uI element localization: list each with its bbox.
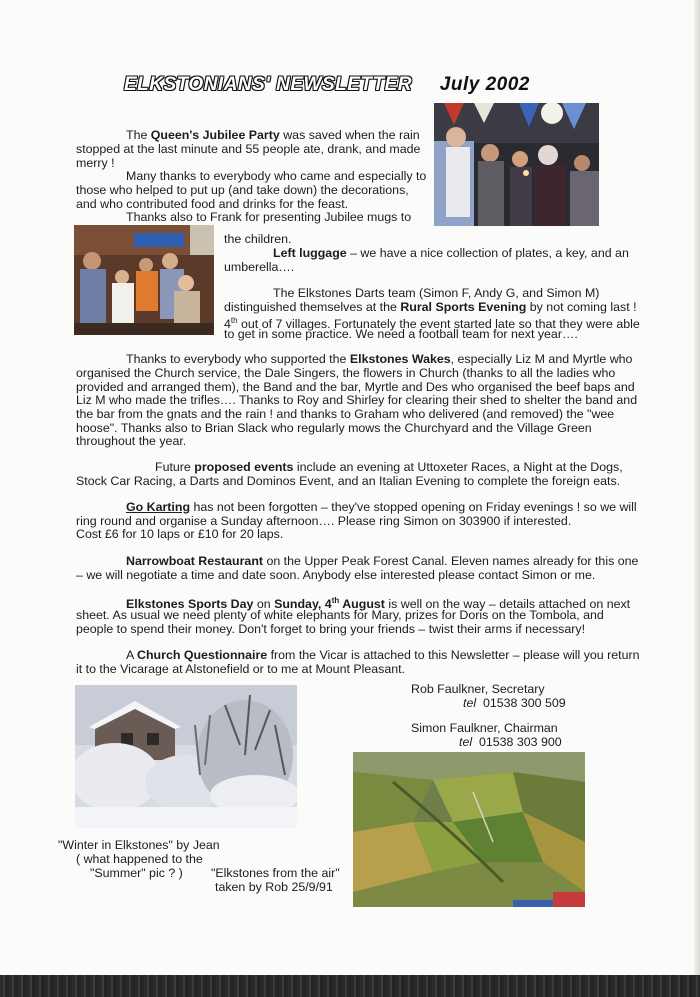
winter-caption-3: "Summer" pic ? ) bbox=[90, 866, 183, 880]
darts-line-1: The Elkstones Darts team (Simon F, Andy G, and Simon M) bbox=[273, 286, 600, 300]
jubilee-thanks-5: the children. bbox=[224, 232, 292, 246]
jubilee-line-2: stopped at the last minute and 55 people ate, drank, and made bbox=[76, 142, 421, 156]
winter-caption-2: ( what happened to the bbox=[76, 852, 203, 866]
chairman-tel: tel 01538 303 900 bbox=[459, 735, 562, 749]
sports-line-2: sheet. As usual we need plenty of white elephants for Mary, prizes for Doris on the Tombola, and bbox=[76, 608, 604, 622]
events-line-2: Stock Car Racing, a Darts and Dominos Event, and an Italian Evening to complete the foreign eats. bbox=[76, 474, 621, 488]
wakes-line-6: hoose". Thanks also to Brian Slack who regularly mows the Churchyard and the Village Green bbox=[76, 421, 592, 435]
darts-line-3: 4th out of 7 villages. Fortunately the event started late so that they were able bbox=[224, 316, 640, 332]
newsletter-header bbox=[124, 74, 530, 96]
newsletter-title: ELKSTONIANS' NEWSLETTER bbox=[124, 74, 413, 95]
wakes-line-5: the bar from the gnats and the rain ! and thanks to Graham who delivered (and removed) the "wee bbox=[76, 407, 615, 421]
wakes-line-2: organised the Church service, the Dale Singers, the flowers in Church (thanks to all the ladies who bbox=[76, 366, 616, 380]
darts-line-2: distinguished themselves at the Rural Sports Evening by not coming last ! bbox=[224, 300, 637, 314]
karting-line-3: Cost £6 for 10 laps or £10 for 20 laps. bbox=[76, 527, 284, 541]
party-photo-bunting bbox=[434, 103, 599, 226]
wakes-line-1: Thanks to everybody who supported the Elkstones Wakes, especially Liz M and Myrtle who bbox=[126, 352, 633, 366]
page-edge bbox=[694, 0, 700, 997]
secretary-tel: tel 01538 300 509 bbox=[463, 696, 566, 710]
questionnaire-line-2: it to the Vicarage at Alstonefield or to me at Mount Pleasant. bbox=[76, 662, 406, 676]
jubilee-line-1: The Queen's Jubilee Party was saved when the rain bbox=[126, 128, 420, 142]
newsletter-date: July 2002 bbox=[439, 74, 530, 95]
luggage-line-1: Left luggage – we have a nice collection of plates, a key, and an bbox=[273, 246, 629, 260]
wakes-line-4: Liz M who made the trifles…. Thanks to Roy and Shirley for clearing their shed to shelter the band and bbox=[76, 393, 638, 407]
jubilee-thanks-2: those who helped to put up (and take down) the decorations, bbox=[76, 183, 409, 197]
children-party-photo bbox=[74, 225, 214, 335]
jubilee-party-bold: Queen's Jubilee Party bbox=[150, 128, 280, 142]
secretary-name: Rob Faulkner, Secretary bbox=[411, 682, 545, 696]
luggage-line-2: umberella…. bbox=[224, 260, 295, 274]
narrowboat-line-1: Narrowboat Restaurant on the Upper Peak Forest Canal. Eleven names already for this one bbox=[126, 554, 639, 568]
sports-line-1: Elkstones Sports Day on Sunday, 4th August is well on the way – details attached on next bbox=[126, 596, 631, 612]
scan-bottom-strip bbox=[0, 975, 700, 997]
wakes-line-3: provided and arranged them), the Band and the bar, Myrtle and Des who organised the beef baps and bbox=[76, 380, 635, 394]
events-line-1: Future proposed events include an evening at Uttoxeter Races, a Night at the Dogs, bbox=[155, 460, 623, 474]
sports-line-3: people to spend their money. Don't forget to bring your friends – twist their arms if necessary! bbox=[76, 622, 586, 636]
winter-photo bbox=[75, 685, 297, 828]
karting-line-1: Go Karting has not been forgotten – they've stopped opening on Friday evenings ! so we will bbox=[126, 500, 637, 514]
jubilee-thanks-1: Many thanks to everybody who came and especially to bbox=[126, 169, 427, 183]
karting-line-2: ring round and organise a Sunday afternoon…. Please ring Simon on 303900 if interested. bbox=[76, 514, 572, 528]
wakes-line-7: throughout the year. bbox=[76, 434, 187, 448]
jubilee-thanks-3: and who contributed food and drinks for the feast. bbox=[76, 197, 349, 211]
jubilee-line-3: merry ! bbox=[76, 156, 115, 170]
aerial-photo bbox=[353, 752, 585, 907]
chairman-name: Simon Faulkner, Chairman bbox=[411, 721, 558, 735]
air-caption-2: taken by Rob 25/9/91 bbox=[215, 880, 333, 894]
darts-line-4: to get in some practice. We need a football team for next year…. bbox=[224, 327, 578, 341]
jubilee-thanks-4: Thanks also to Frank for presenting Jubilee mugs to bbox=[126, 210, 412, 224]
narrowboat-line-2: – we will negotiate a time and date soon. Anybody else interested please contact Simon or me. bbox=[76, 568, 596, 582]
air-caption-1: "Elkstones from the air" bbox=[211, 866, 340, 880]
winter-caption-1: "Winter in Elkstones" by Jean bbox=[58, 838, 220, 852]
questionnaire-line-1: A Church Questionnaire from the Vicar is attached to this Newsletter – please will you return bbox=[126, 648, 640, 662]
